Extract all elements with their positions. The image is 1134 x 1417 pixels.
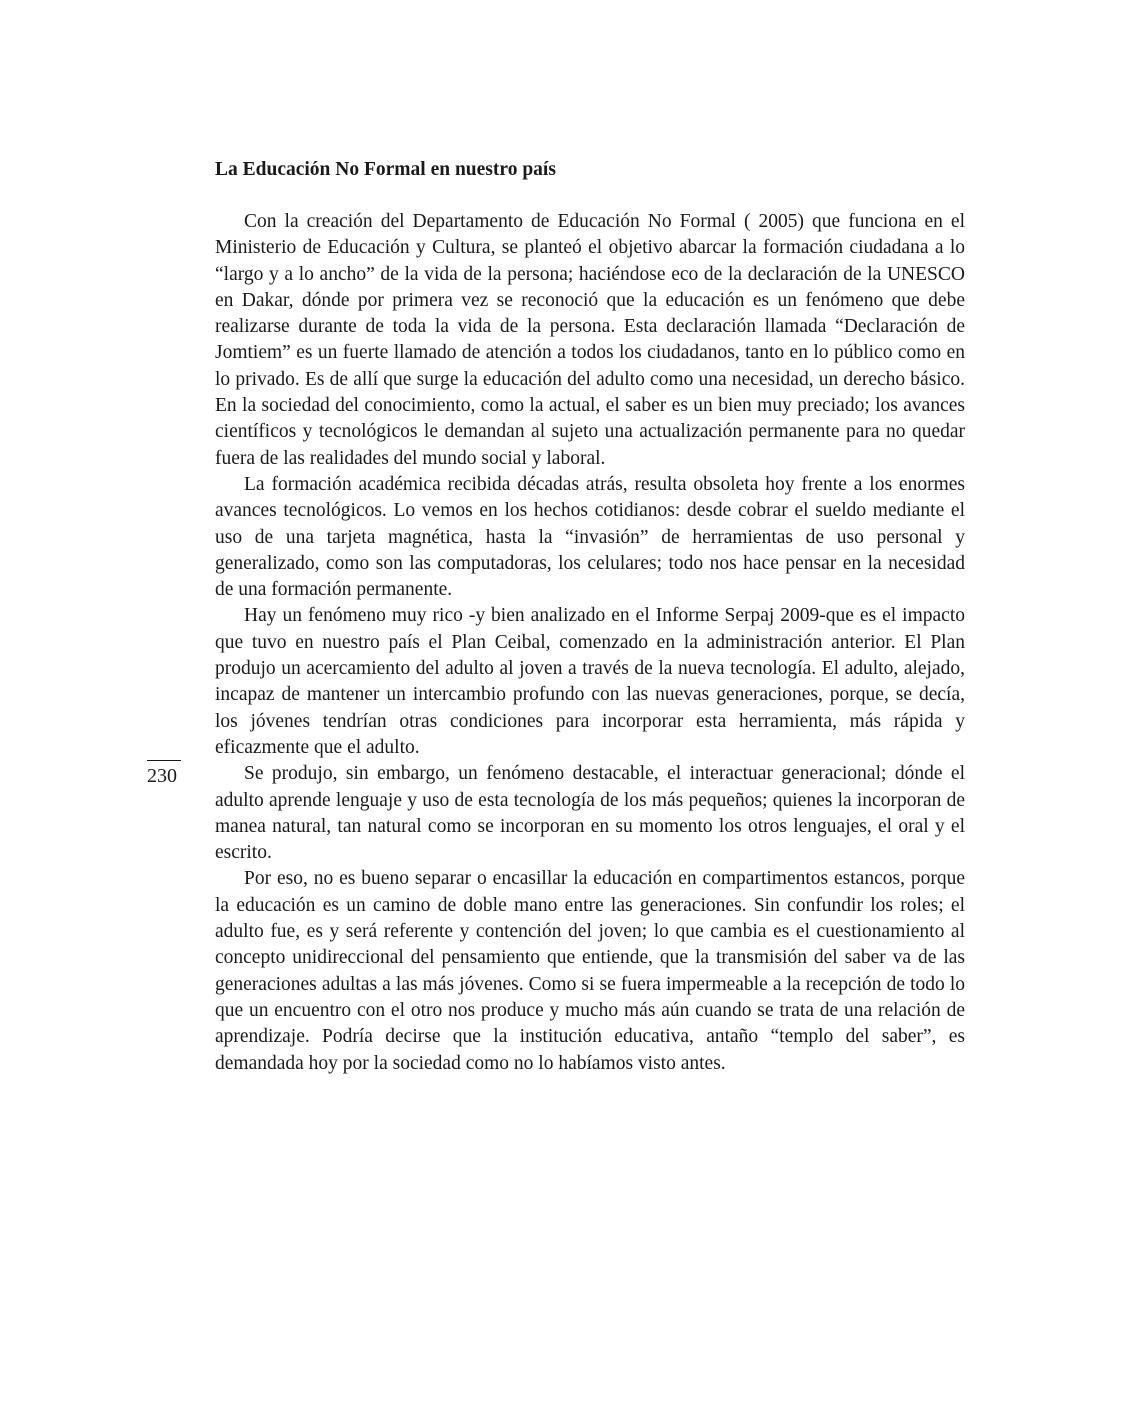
paragraph-4: Se produjo, sin embargo, un fenómeno destacable, el interactuar generacional; dónde el adulto aprende lenguaje y uso de esta tecnología de los más pequeños; quienes la incorporan de manea natural, tan natural como se incorporan en su momento los otros lenguajes, el oral y el escrito. (215, 763, 965, 864)
paragraph-2: La formación académica recibida décadas atrás, resulta obsoleta hoy frente a los enormes avances tecnológicos. Lo vemos en los hechos cotidianos: desde cobrar el sueldo mediante el uso de una tarjeta magnética, hasta la “invasión” de herramientas de uso personal y generalizado, como son las computadoras, los celulares; todo nos hace pensar en la necesidad de una formación permanente. (215, 473, 965, 601)
page-number-rule (147, 760, 181, 761)
paragraph-3: Hay un fenómeno muy rico -y bien analizado en el Informe Serpaj 2009-que es el impacto que tuvo en nuestro país el Plan Ceibal, comenzado en la administración anterior. El Plan produjo un acercamiento del adulto al joven a través de la nueva tecnología. El adulto, alejado, incapaz de mantener un intercambio profundo con las nuevas generaciones, porque, se decía, los jóvenes tendrían otras condiciones para incorporar esta herramienta, más rápida y eficazmente que el adulto. (215, 605, 965, 758)
paragraph-5: Por eso, no es bueno separar o encasillar la educación en compartimentos estancos, porque la educación es un camino de doble mano entre las generaciones. Sin confundir los roles; el adulto fue, es y será referente y contención del joven; lo que cambia es el cuestionamiento al concepto unidireccional del pensamiento que entiende, que la transmisión del saber va de las generaciones adultas a las más jóvenes. Como si se fuera impermeable a la recepción de todo lo que un encuentro con el otro nos produce y mucho más aún cuando se trata de una relación de aprendizaje. Podría decirse que la institución educativa, antaño “templo del saber”, es demandada hoy por la sociedad como no lo habíamos visto antes. (215, 868, 965, 1074)
page-number: 230 (147, 765, 177, 787)
section-title: La Educación No Formal en nuestro país (215, 159, 556, 180)
paragraph-1: Con la creación del Departamento de Educación No Formal ( 2005) que funciona en el Ministerio de Educación y Cultura, se planteó el objetivo abarcar la formación ciudadana a lo “largo y a lo ancho” de la vida de la persona; haciéndose eco de la declaración de la UNESCO en Dakar, dónde por primera vez se reconoció que la educación es un fenómeno que debe realizarse durante de toda la vida de la persona. Esta declaración llamada “Declaración de Jomtiem” es un fuerte llamado de atención a todos los ciudadanos, tanto en lo público como en lo privado. Es de allí que surge la educación del adulto como una necesidad, un derecho básico. En la sociedad del conocimiento, como la actual, el saber es un bien muy preciado; los avances científicos y tecnológicos le demandan al sujeto una actualización permanente para no quedar fuera de las realidades del mundo social y laboral. (215, 211, 965, 469)
body-text (215, 209, 965, 1077)
